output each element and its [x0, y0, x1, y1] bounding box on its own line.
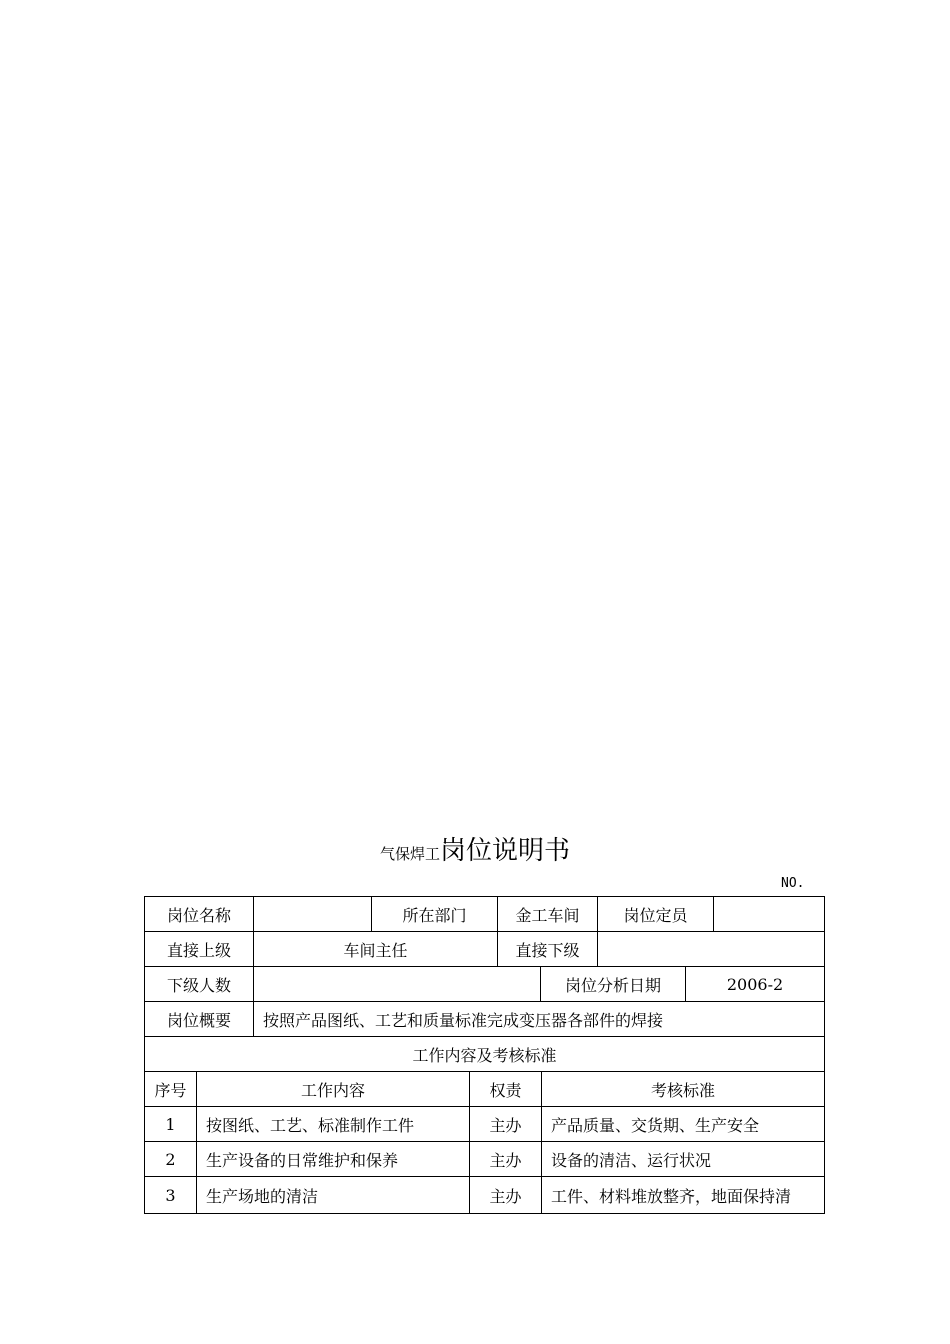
analysis-date-value: 2006-2 [726, 975, 784, 994]
summary-value: 按照产品图纸、工艺和质量标准完成变压器各部件的焊接 [263, 1011, 664, 1030]
table-row [144, 931, 825, 967]
header-content: 工作内容 [197, 1072, 470, 1107]
task-seq: 3 [145, 1177, 197, 1213]
header-seq: 序号 [145, 1072, 197, 1107]
task-criteria: 工件、材料堆放整齐，地面保持清 [551, 1186, 792, 1206]
header-criteria: 考核标准 [650, 1081, 715, 1100]
section-title: 工作内容及考核标准 [412, 1046, 557, 1065]
title-main: 岗位说明书 [440, 836, 571, 866]
task-authority: 主办 [470, 1177, 542, 1213]
table-header-row [144, 1071, 825, 1107]
summary-label: 岗位概要 [145, 1002, 254, 1037]
table-row [144, 1176, 825, 1214]
sub-count-value [254, 967, 541, 1002]
task-content: 生产设备的日常维护和保养 [197, 1142, 470, 1177]
task-criteria: 产品质量、交货期、生产安全 [551, 1116, 760, 1135]
table-row [144, 1106, 825, 1142]
task-seq: 2 [145, 1142, 197, 1177]
task-authority: 主办 [470, 1142, 542, 1177]
dept-value: 金工车间 [498, 897, 598, 932]
task-seq: 1 [145, 1107, 197, 1142]
superior-label: 直接上级 [145, 932, 254, 967]
table-row [144, 1001, 825, 1037]
staffing-value [714, 897, 824, 932]
post-name-value [254, 897, 372, 932]
document-title [0, 830, 950, 867]
title-prefix: 气保焊工 [379, 845, 440, 863]
dept-label: 所在部门 [372, 897, 498, 932]
staffing-label: 岗位定员 [598, 897, 714, 932]
task-content: 生产场地的清洁 [197, 1177, 470, 1213]
subordinate-value [598, 932, 824, 967]
post-name-label: 岗位名称 [145, 897, 254, 932]
doc-number-label: NO. [781, 876, 805, 891]
table-row [144, 966, 825, 1002]
superior-value: 车间主任 [254, 932, 498, 967]
sub-count-label: 下级人数 [145, 967, 254, 1002]
subordinate-label: 直接下级 [498, 932, 598, 967]
table-row [144, 1036, 825, 1072]
table-row [144, 1141, 825, 1177]
header-authority: 权责 [470, 1072, 542, 1107]
task-criteria: 设备的清洁、运行状况 [551, 1151, 712, 1170]
analysis-date-label: 岗位分析日期 [541, 967, 686, 1002]
task-authority: 主办 [470, 1107, 542, 1142]
table-row [144, 896, 825, 932]
task-content: 按图纸、工艺、标准制作工件 [197, 1107, 470, 1142]
